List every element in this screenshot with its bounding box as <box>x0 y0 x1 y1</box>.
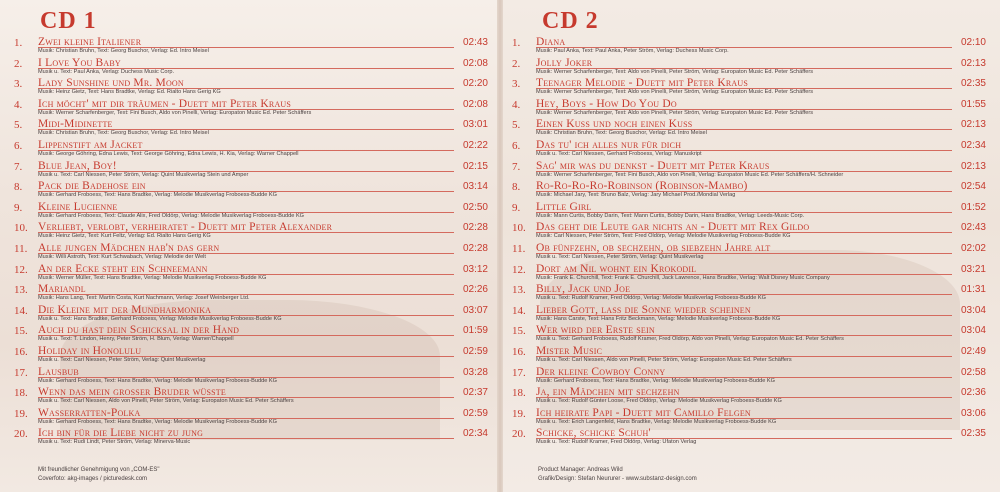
track-divider <box>38 294 454 295</box>
track-divider <box>38 356 454 357</box>
track-number: 20. <box>14 428 28 441</box>
track-number: 10. <box>512 222 526 235</box>
track-title: Lausbub <box>38 365 79 378</box>
track-divider <box>536 253 952 254</box>
track-item <box>14 58 488 79</box>
track-number: 3. <box>14 78 23 91</box>
track-item <box>14 202 488 223</box>
cd2-title: CD 2 <box>542 8 599 34</box>
track-title: Das geht die Leute gar nichts an - Duett mit Rex Gildo <box>536 221 810 234</box>
track-number: 5. <box>512 119 521 132</box>
track-duration: 01:52 <box>960 201 986 213</box>
footer-product-manager: Product Manager: Andreas Wild <box>538 467 623 473</box>
track-credits: Musik u. Text: Paul Anka, Verlag: Duchess Music Corp. <box>38 68 175 75</box>
track-divider <box>536 377 952 378</box>
track-title: Das tu' ich alles nur für dich <box>536 138 682 151</box>
track-number: 9. <box>512 201 521 214</box>
track-item <box>512 305 986 326</box>
track-credits: Musik u. Text: Carl Niessen, Peter Ström, Verlag: Quint Musikverlag Stein und Amper <box>38 171 249 178</box>
track-credits: Musik: Werner Scharfenberger, Text: Aldo von Pinelli, Peter Ström, Verlag: Europaton Music Ed. Peter Schäffers <box>536 109 814 116</box>
cd1-footer <box>38 466 160 484</box>
track-item <box>14 325 488 346</box>
track-title: Sag' mir was du denkst - Duett mit Peter Kraus <box>536 159 770 172</box>
track-title: Hey, Boys - How Do You Do <box>536 97 677 110</box>
track-divider <box>38 47 454 48</box>
track-title: Ja, ein Mädchen mit sechzehn <box>536 386 680 399</box>
track-number: 7. <box>14 160 23 173</box>
track-item <box>14 387 488 408</box>
track-credits: Musik: Werner Scharfenberger, Text: Fini Busch, Aldo von Pinelli, Verlag: Europaton Music Ed. Peter Schäffers <box>38 109 312 116</box>
track-divider <box>536 171 952 172</box>
track-item <box>14 99 488 120</box>
track-number: 10. <box>14 222 28 235</box>
track-item <box>512 181 986 202</box>
footer-cover-photo: Coverfoto: akg-images / picturedesk.com <box>38 476 148 482</box>
track-item <box>14 37 488 58</box>
track-divider <box>38 88 454 89</box>
track-divider <box>38 171 454 172</box>
track-title: Lippenstift am Jacket <box>38 138 143 151</box>
track-item <box>14 222 488 243</box>
track-divider <box>38 232 454 233</box>
track-duration: 02:58 <box>960 366 986 378</box>
track-credits: Musik u. Text: Rudi Lindt, Peter Ström, Verlag: Minerva-Music <box>38 439 191 446</box>
track-duration: 02:35 <box>960 428 986 440</box>
track-title: Midi-Midinette <box>38 118 113 131</box>
track-credits: Musik: Hans Lang, Text: Martin Costa, Kurt Nachmann, Verlag: Josef Weinberger Ltd. <box>38 295 250 302</box>
track-item <box>512 99 986 120</box>
track-title: Blue Jean, Boy! <box>38 159 117 172</box>
track-duration: 03:01 <box>462 119 488 131</box>
track-divider <box>38 109 454 110</box>
track-duration: 02:26 <box>462 284 488 296</box>
track-title: Ich möcht' mit dir träumen - Duett mit Peter Kraus <box>38 97 292 110</box>
track-credits: Musik u. Text: Carl Niessen, Peter Ström, Verlag: Quint Musikverlag <box>536 253 704 260</box>
track-title: Lady Sunshine und Mr. Moon <box>38 77 184 90</box>
track-title: Little Girl <box>536 200 592 213</box>
track-number: 19. <box>14 407 28 420</box>
track-number: 13. <box>512 284 526 297</box>
track-number: 12. <box>512 263 526 276</box>
track-divider <box>536 418 952 419</box>
track-number: 3. <box>512 78 521 91</box>
track-credits: Musik u. Text: Carl Niessen, Aldo von Pinelli, Peter Ström, Verlag: Europaton Music Ed. Peter Schäffers <box>536 356 792 363</box>
track-divider <box>536 356 952 357</box>
track-duration: 02:10 <box>960 37 986 48</box>
track-credits: Musik u. Text: Rudolf Kramer, Fred Oldörp, Verlag: Melodie Musikverlag Froboess-Budde KG <box>536 295 766 302</box>
track-number: 11. <box>14 242 28 255</box>
track-title: Kleine Lucienne <box>38 200 118 213</box>
track-number: 5. <box>14 119 23 132</box>
track-divider <box>38 418 454 419</box>
track-number: 17. <box>512 366 526 379</box>
track-item <box>512 78 986 99</box>
track-duration: 03:21 <box>960 263 986 275</box>
track-duration: 02:34 <box>462 428 488 440</box>
track-title: Ich heirate Papi - Duett mit Camillo Felgen <box>536 406 751 419</box>
track-item <box>512 284 986 305</box>
track-divider <box>536 315 952 316</box>
track-number: 18. <box>512 387 526 400</box>
track-credits: Musik: Mann Curtis, Bobby Darin, Text: Mann Curtis, Bobby Darin, Hans Bradtke, Verlag: Leeds-Music Corp. <box>536 212 805 219</box>
track-divider <box>536 335 952 336</box>
track-credits: Musik: Paul Anka, Text: Paul Anka, Peter Ström, Verlag: Duchess Music Corp. <box>536 48 729 54</box>
track-duration: 02:28 <box>462 222 488 234</box>
track-title: Pack die Badehose ein <box>38 180 146 193</box>
track-divider <box>38 438 454 439</box>
track-number: 16. <box>512 345 526 358</box>
track-credits: Musik u. Text: Erich Langenfeld, Hans Bradtke, Verlag: Melodie Musikverlag Froboess-Budde KG <box>536 418 777 425</box>
track-divider <box>536 129 952 130</box>
track-number: 13. <box>14 284 28 297</box>
track-duration: 01:55 <box>960 98 986 110</box>
track-credits: Musik: George Göhring, Edna Lewis, Text: George Göhring, Edna Lewis, H. Kia, Verlag: Warner Chappell <box>38 150 299 157</box>
footer-permission: Mit freundlicher Genehmigung von „COM-ES" <box>38 467 160 473</box>
track-title: Ob fünfzehn, ob sechzehn, ob siebzehn Jahre alt <box>536 241 771 254</box>
track-number: 17. <box>14 366 28 379</box>
track-title: Wasserratten-Polka <box>38 406 141 419</box>
track-divider <box>38 253 454 254</box>
track-number: 7. <box>512 160 521 173</box>
track-number: 12. <box>14 263 28 276</box>
track-item <box>14 408 488 429</box>
track-title: Einen Kuss und noch einen Kuss <box>536 118 693 131</box>
track-title: Wer wird der Erste sein <box>536 324 655 337</box>
track-divider <box>536 438 952 439</box>
track-credits: Musik: Carl Niessen, Peter Ström, Text: Fred Oldörp, Verlag: Melodie Musikverlag Froboess-Budde KG <box>536 233 791 240</box>
track-duration: 02:54 <box>960 181 986 193</box>
track-duration: 02:15 <box>462 160 488 172</box>
track-number: 14. <box>14 304 28 317</box>
track-title: Wenn das mein grosser Bruder wüsste <box>38 386 226 399</box>
track-duration: 03:07 <box>462 304 488 316</box>
track-number: 8. <box>512 181 521 194</box>
track-duration: 03:28 <box>462 366 488 378</box>
track-number: 2. <box>512 57 521 70</box>
track-duration: 03:04 <box>960 325 986 337</box>
track-title: Die Kleine mit der Mundharmonika <box>38 303 212 316</box>
track-item <box>512 37 986 58</box>
track-divider <box>38 274 454 275</box>
track-duration: 02:59 <box>462 345 488 357</box>
track-item <box>14 181 488 202</box>
track-divider <box>38 315 454 316</box>
track-item <box>512 222 986 243</box>
track-duration: 02:35 <box>960 78 986 90</box>
track-credits: Musik: Christian Bruhn, Text: Georg Buschor, Verlag: Ed. Intro Meisel <box>38 48 209 54</box>
track-credits: Musik: Hans Carste, Text: Hans Fritz Beckmann, Verlag: Melodie Musikverlag Froboess-Budde KG <box>536 315 781 322</box>
track-number: 15. <box>512 325 526 338</box>
footer-design: Grafik/Design: Stefan Neururer - www.substanz-design.com <box>538 476 697 482</box>
track-credits: Musik: Gerhard Froboess, Text: Claude Alix, Fred Oldörp, Verlag: Melodie Musikverlag Froboess-Budde KG <box>38 212 305 219</box>
track-item <box>14 428 488 449</box>
track-title: I Love You Baby <box>38 56 121 69</box>
track-credits: Musik: Gerhard Froboess, Text: Hans Bradtke, Verlag: Melodie Musikverlag Froboess-Budde KG <box>38 192 277 199</box>
track-duration: 02:20 <box>462 78 488 90</box>
track-credits: Musik: Werner Scharfenberger, Text: Aldo von Pinelli, Peter Ström, Verlag: Europaton Music Ed. Peter Schäffers <box>536 68 814 75</box>
track-number: 15. <box>14 325 28 338</box>
track-item <box>512 408 986 429</box>
track-credits: Musik: Christian Bruhn, Text: Georg Buschor, Verlag: Ed. Intro Meisel <box>38 130 209 137</box>
track-number: 19. <box>512 407 526 420</box>
track-duration: 02:59 <box>462 407 488 419</box>
track-duration: 02:43 <box>960 222 986 234</box>
track-title: Holiday in Honolulu <box>38 344 142 357</box>
track-duration: 02:22 <box>462 139 488 151</box>
track-item <box>512 140 986 161</box>
track-divider <box>536 274 952 275</box>
track-number: 6. <box>512 139 521 152</box>
track-item <box>512 387 986 408</box>
track-item <box>512 243 986 264</box>
track-credits: Musik u. Text: Rudolf Günter Loose, Fred Oldörp, Verlag: Melodie Musikverlag Froboess-Budde KG <box>536 398 782 405</box>
track-title: Billy, Jack und Joe <box>536 283 631 296</box>
track-number: 2. <box>14 57 23 70</box>
track-divider <box>38 397 454 398</box>
track-number: 11. <box>512 242 526 255</box>
track-number: 20. <box>512 428 526 441</box>
track-divider <box>38 150 454 151</box>
track-divider <box>38 212 454 213</box>
track-duration: 01:59 <box>462 325 488 337</box>
track-item <box>14 243 488 264</box>
track-divider <box>38 129 454 130</box>
track-title: Diana <box>536 36 566 48</box>
track-divider <box>536 212 952 213</box>
track-item <box>512 202 986 223</box>
track-duration: 02:36 <box>960 387 986 399</box>
cd2-footer <box>538 466 978 484</box>
track-divider <box>536 294 952 295</box>
track-number: 9. <box>14 201 23 214</box>
track-divider <box>536 150 952 151</box>
booklet-spine <box>497 0 503 492</box>
track-divider <box>536 109 952 110</box>
track-number: 18. <box>14 387 28 400</box>
track-item <box>14 264 488 285</box>
track-number: 16. <box>14 345 28 358</box>
track-duration: 02:08 <box>462 57 488 69</box>
track-item <box>512 346 986 367</box>
track-duration: 02:13 <box>960 119 986 131</box>
track-item <box>512 264 986 285</box>
track-title: Der kleine Cowboy Conny <box>536 365 666 378</box>
track-title: Mariandl <box>38 283 86 296</box>
cd2-page <box>500 0 1000 492</box>
track-divider <box>536 68 952 69</box>
track-title: Zwei kleine Italiener <box>38 36 142 48</box>
track-number: 1. <box>512 37 521 49</box>
track-item <box>14 305 488 326</box>
track-title: Dort am Nil wohnt ein Krokodil <box>536 262 697 275</box>
track-credits: Musik: Gerhard Froboess, Text: Hans Bradtke, Verlag: Melodie Musikverlag Froboess-Budde KG <box>536 377 775 384</box>
track-title: Verliebt, verlobt, verheiratet - Duett mit Peter Alexander <box>38 221 333 234</box>
track-item <box>14 161 488 182</box>
track-duration: 02:50 <box>462 201 488 213</box>
track-title: Schicke, schicke Schuh' <box>536 427 651 440</box>
track-title: Auch du hast dein Schicksal in der Hand <box>38 324 240 337</box>
track-item <box>14 119 488 140</box>
track-number: 4. <box>14 98 23 111</box>
track-number: 14. <box>512 304 526 317</box>
track-item <box>512 119 986 140</box>
track-duration: 02:37 <box>462 387 488 399</box>
track-divider <box>536 232 952 233</box>
track-item <box>14 78 488 99</box>
track-credits: Musik: Werner Scharfenberger, Text: Aldo von Pinelli, Peter Ström, Verlag: Europaton Music Ed. Peter Schäffers <box>536 89 814 96</box>
track-item <box>512 58 986 79</box>
track-credits: Musik: Werner Müller, Text: Hans Bradtke, Verlag: Melodie Musikverlag Froboess-Budde KG <box>38 274 267 281</box>
track-duration: 03:12 <box>462 263 488 275</box>
track-credits: Musik: Heinz Gietz, Text: Hans Bradtke, Verlag: Ed. Rialto Hans Gerig KG <box>38 89 221 96</box>
track-duration: 02:49 <box>960 345 986 357</box>
track-duration: 01:31 <box>960 284 986 296</box>
track-credits: Musik u. Text: Hans Bradtke, Gerhard Froboess, Verlag: Melodie Musikverlag Froboess-Budde KG <box>38 315 282 322</box>
track-title: Jolly Joker <box>536 56 593 69</box>
track-duration: 03:14 <box>462 181 488 193</box>
track-title: Ro-Ro-Ro-Ro-Robinson (Robinson-Mambo) <box>536 180 748 193</box>
track-item <box>512 428 986 449</box>
track-credits: Musik u. Text: Carl Niessen, Aldo von Pinelli, Peter Ström, Verlag: Europaton Music Ed. Peter Schäffers <box>38 398 294 405</box>
track-title: Mister Music <box>536 344 603 357</box>
cd2-track-list <box>512 37 986 449</box>
track-duration: 03:04 <box>960 304 986 316</box>
track-divider <box>38 377 454 378</box>
track-item <box>512 325 986 346</box>
track-duration: 02:34 <box>960 139 986 151</box>
track-title: Alle jungen Mädchen hab'n das gern <box>38 241 220 254</box>
track-credits: Musik: Heinz Gietz, Text: Kurt Feltz, Verlag: Ed. Rialto Hans Gerig KG <box>38 233 211 240</box>
track-item <box>14 367 488 388</box>
track-number: 4. <box>512 98 521 111</box>
track-item <box>14 140 488 161</box>
track-credits: Musik u. Text: Carl Niessen, Peter Ström, Verlag: Quint Musikverlag <box>38 356 206 363</box>
cd1-title: CD 1 <box>40 8 97 34</box>
track-duration: 02:08 <box>462 98 488 110</box>
track-divider <box>536 47 952 48</box>
track-credits: Musik: Gerhard Froboess, Text: Hans Bradtke, Verlag: Melodie Musikverlag Froboess-Budde KG <box>38 377 277 384</box>
track-item <box>512 161 986 182</box>
track-credits: Musik: Frank E. Churchill, Text: Frank E. Churchill, Jack Lawrence, Hans Bradtke, Verlag: Walt Disney Music Company <box>536 274 830 281</box>
track-divider <box>536 88 952 89</box>
track-credits: Musik u. Text: Rudolf Kramer, Fred Oldörp, Verlag: Ufaton Verlag <box>536 439 697 446</box>
track-title: Teenager Melodie - Duett mit Peter Kraus <box>536 77 748 90</box>
track-number: 8. <box>14 181 23 194</box>
track-divider <box>38 68 454 69</box>
track-number: 6. <box>14 139 23 152</box>
track-credits: Musik: Christian Bruhn, Text: Georg Buschor, Verlag: Ed. Intro Meisel <box>536 130 707 137</box>
track-credits: Musik: Willi Astroth, Text: Kurt Schwabach, Verlag: Melodie der Welt <box>38 253 206 260</box>
track-duration: 03:06 <box>960 407 986 419</box>
track-title: Ich bin für die Liebe nicht zu jung <box>38 427 204 440</box>
track-duration: 02:02 <box>960 242 986 254</box>
track-credits: Musik u. Text: T. Lindon, Henry, Peter Ström, H. Blum, Verlag: Warner/Chappell <box>38 336 234 343</box>
track-duration: 02:13 <box>960 160 986 172</box>
track-item <box>14 346 488 367</box>
track-credits: Musik: Gerhard Froboess, Text: Hans Bradtke, Verlag: Melodie Musikverlag Froboess-Budde KG <box>38 418 277 425</box>
track-duration: 02:13 <box>960 57 986 69</box>
track-divider <box>536 397 952 398</box>
track-duration: 02:28 <box>462 242 488 254</box>
track-credits: Musik u. Text: Carl Niessen, Gerhard Froboess, Verlag: Manuskript <box>536 150 702 157</box>
track-divider <box>536 191 952 192</box>
track-credits: Musik: Michael Jary, Text: Bruno Balz, Verlag: Jary Michael Prod./Mondial Verlag <box>536 192 736 199</box>
track-number: 1. <box>14 37 23 49</box>
track-item <box>14 284 488 305</box>
track-credits: Musik: Werner Scharfenberger, Text: Fini Busch, Aldo von Pinelli, Verlag: Europaton Music Ed. Peter Schäffers/H. Schneider <box>536 171 844 178</box>
track-item <box>512 367 986 388</box>
track-divider <box>38 191 454 192</box>
track-title: An der Ecke steht ein Schneemann <box>38 262 208 275</box>
cd1-track-list <box>14 37 488 449</box>
track-title: Lieber Gott, lass die Sonne wieder scheinen <box>536 303 751 316</box>
track-credits: Musik u. Text: Gerhard Froboess, Rudolf Kramer, Fred Oldörp, Aldo von Pinelli, Verlag: Europaton Music Ed. Peter Schäffers <box>536 336 844 343</box>
track-duration: 02:43 <box>462 37 488 48</box>
track-divider <box>38 335 454 336</box>
